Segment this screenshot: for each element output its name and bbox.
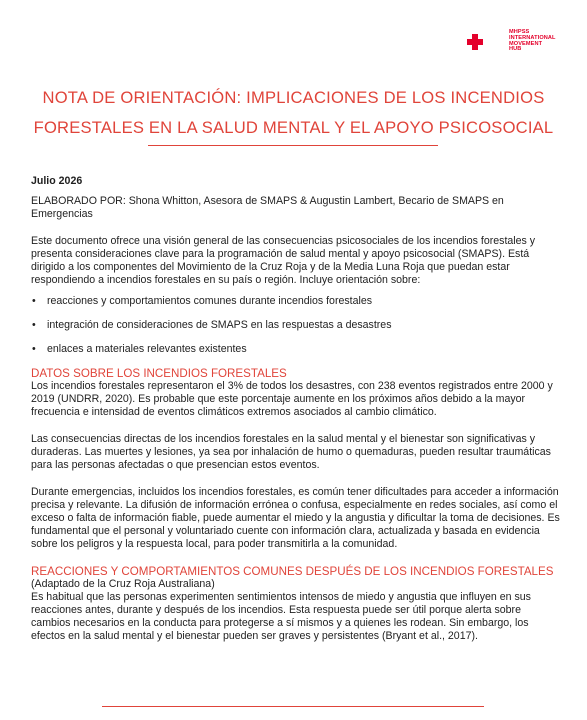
logo-line: HUB [509,46,522,53]
logo-line: INTERNATIONAL [509,34,556,41]
logo-line: MHPSS [509,29,530,35]
section-heading-reacciones: REACCIONES Y COMPORTAMIENTOS COMUNES DESPUÉS DE LOS INCENDIOS FORESTALES [31,565,554,578]
list-item: • integración de consideraciones de SMAPS en las respuestas a desastres [31,319,561,332]
footer-divider [102,706,484,707]
logo-hub-text [509,30,557,53]
document-body [31,175,561,657]
section-subheading: (Adaptado de la Cruz Roja Australiana) [31,578,215,590]
publication-date: Julio 2026 [31,175,83,187]
title-line-2: FORESTALES EN LA SALUD MENTAL Y EL APOYO PSICOSOCIAL [33,118,554,137]
paragraph: Las consecuencias directas de los incendios forestales en la salud mental y el bienestar son significativas y duraderas. Las muertes y lesiones, ya sea por inhalación de humo o quemaduras, pueden resultar traumáticas para las personas afectadas o que presencian estos eventos. [31,433,551,471]
guidance-list [31,295,561,356]
authors-line: ELABORADO POR: Shona Whitton, Asesora de SMAPS & Augustin Lambert, Becario de SMAPS en Emergencias [31,195,504,220]
list-item: • reacciones y comportamientos comunes durante incendios forestales [31,295,561,308]
logo-line: MOVEMENT [509,40,543,47]
paragraph: Los incendios forestales representaron el 3% de todos los desastres, con 238 eventos registrados entre 2000 y 2019 (UNDRR, 2020). Es probable que este porcentaje aumente en los próximos años debido a la mayor frecuencia e intensidad de eventos climáticos extremos asociados al cambio climático. [31,380,553,418]
title-line-1: NOTA DE ORIENTACIÓN: IMPLICACIONES DE LOS INCENDIOS [42,88,545,107]
mhpss-hub-logo [466,30,557,53]
section-heading-datos: DATOS SOBRE LOS INCENDIOS FORESTALES [31,367,287,380]
title-divider [148,145,438,146]
paragraph: Durante emergencias, incluidos los incendios forestales, es común tener dificultades para acceder a información precisa y relevante. La difusión de información errónea o confusa, especialmente en redes sociales, así como el exceso o falta de información fiable, puede aumentar el miedo y la angustia y dificultar la toma de decisiones. Es fundamental que el personal y voluntariado cuente con información clara, actualizada y basada en evidencia sobre los peligros y la respuesta local, para poder transmitirla a la comunidad. [31,486,560,550]
document-title [0,83,587,143]
paragraph: Es habitual que las personas experimenten sentimientos intensos de miedo y angustia que influyen en sus reacciones antes, durante y después de los incendios. Esta respuesta puede ser útil porque alerta sobre cambios necesarios en la conducta para protegerse a sí mismos y a quienes les rodean. Sin embargo, los efectos en la salud mental y el bienestar pueden ser graves y persistentes (Bryant et al., 2017). [31,591,531,642]
red-cross-crescent-icon [466,32,504,52]
intro-paragraph: Este documento ofrece una visión general de las consecuencias psicosociales de los incendios forestales y presenta consideraciones clave para la programación de salud mental y apoyo psicosocial (SMAPS). Está dirigido a los componentes del Movimiento de la Cruz Roja y de la Media Luna Roja que puedan estar respondiendo a incendios forestales en su país o región. Incluye orientación sobre: [31,235,536,286]
list-item: • enlaces a materiales relevantes existentes [31,343,561,356]
